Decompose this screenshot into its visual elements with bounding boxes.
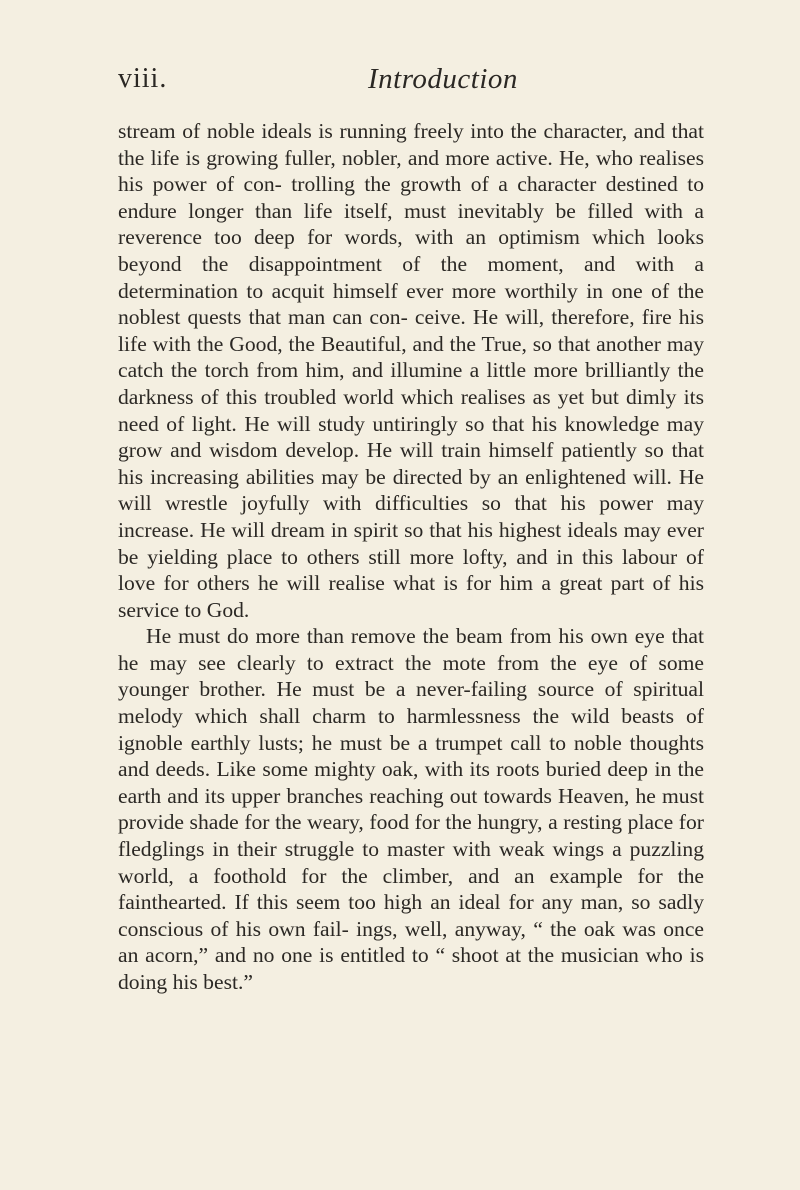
paragraph-continuation: stream of noble ideals is running freely into the character, and that the life is growing fuller, nobler, and more active. He, who realises his power of con- trolling the growth of a character destined to endure longer than life itself, must inevitably be filled with a reverence too deep for words, with an optimism which looks beyond the disappointment of the moment, and with a determination to acquit himself ever more worthily in one of the noblest quests that man can con- ceive. He will, therefore, fire his life with the Good, the Beautiful, and the True, so that another may catch the torch from him, and illumine a little more brilliantly the darkness of this troubled world which realises as yet but dimly its need of light. He will study untiringly so that his knowledge may grow and wisdom develop. He will train himself patiently so that his increasing abilities may be directed by an enlightened will. He will wrestle joyfully with difficulties so that his power may increase. He will dream in spirit so that his highest ideals may ever be yielding place to others still more lofty, and in this labour of love for others he will realise what is for him a great part of his service to God. xyxy=(118,119,704,622)
paragraph: He must do more than remove the beam from his own eye that he may see clearly to extract the mote from the eye of some younger brother. He must be a never-failing source of spiritual melody which shall charm to harmlessness the wild beasts of ignoble earthly lusts; he must be a trumpet call to noble thoughts and deeds. Like some mighty oak, with its roots buried deep in the earth and its upper branches reaching out towards Heaven, he must provide shade for the weary, food for the hungry, a resting place for fledglings in their struggle to master with weak wings a puzzling world, a foothold for the climber, and an example for the fainthearted. If this seem too high an ideal for any man, so sadly conscious of his own fail- ings, well, anyway, “ the oak was once an acorn,” and no one is entitled to “ shoot at the musician who is doing his best.” xyxy=(118,624,704,994)
page-number: viii. xyxy=(118,63,168,94)
page-header xyxy=(118,63,702,103)
body-text xyxy=(118,118,704,996)
running-head: Introduction xyxy=(368,63,518,95)
